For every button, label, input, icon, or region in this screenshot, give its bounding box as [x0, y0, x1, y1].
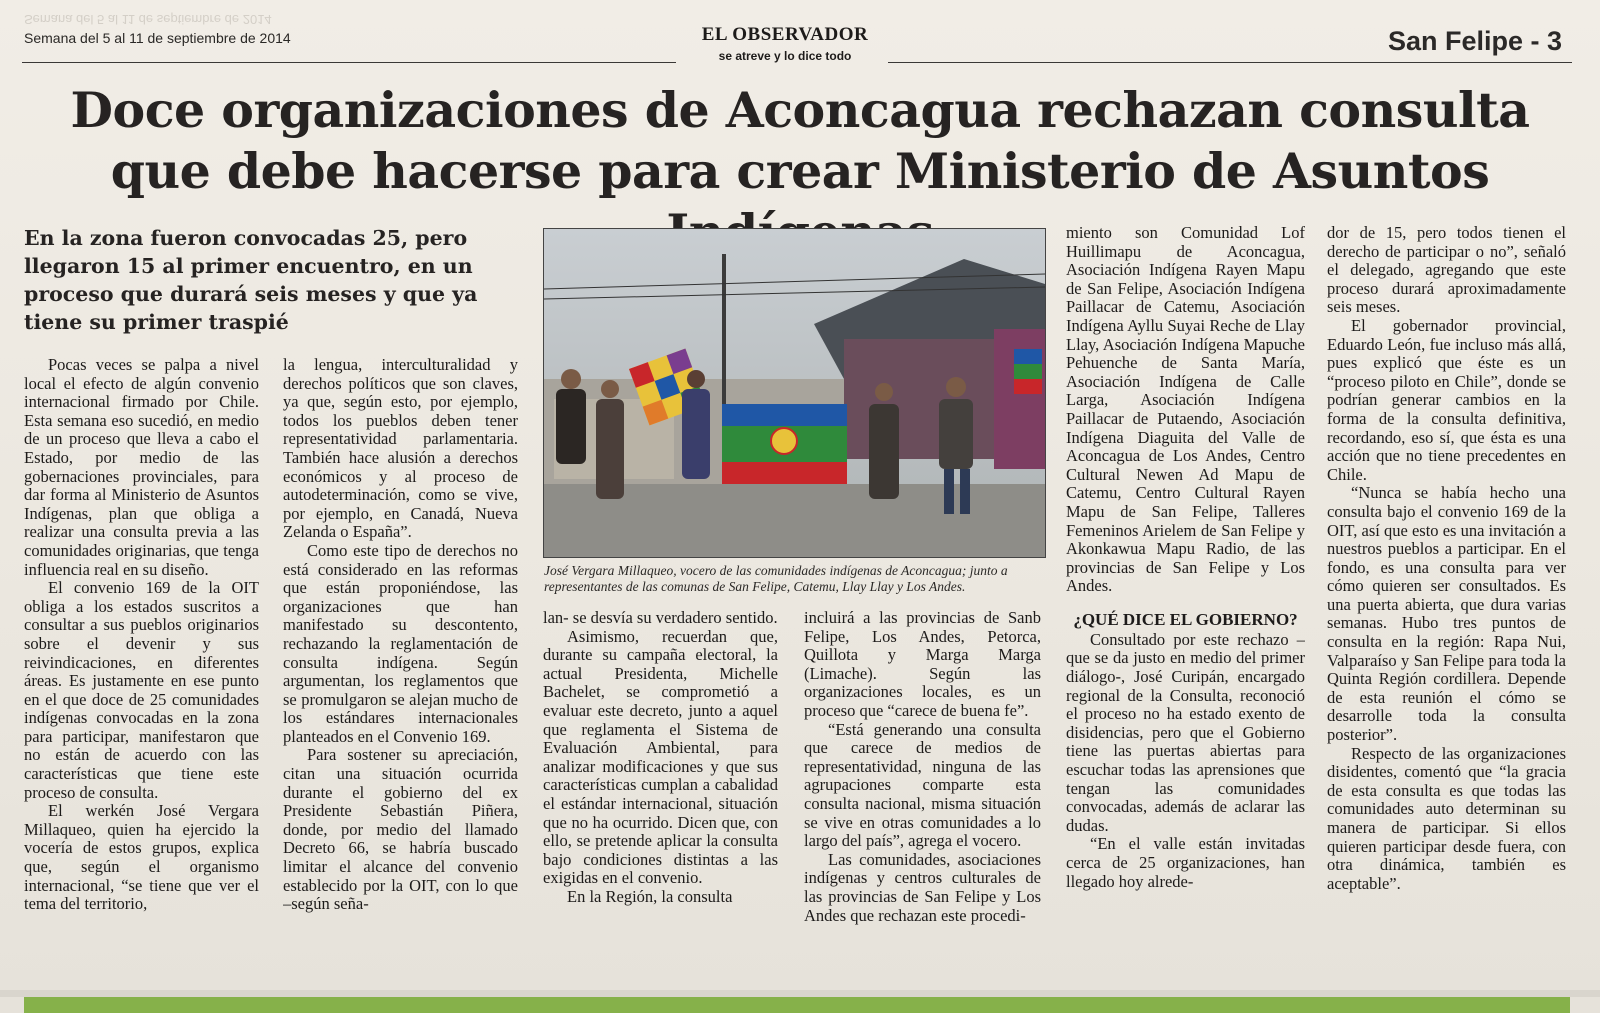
- paragraph: la lengua, interculturalidad y derechos políticos que son claves, ya que, según esto, por ejemplo, todos los pueblos deben tener representatividad parlamentaria. También hace alusión a derechos económicos y al proceso de autodeterminación, como se vive, por ejemplo, en Canadá, Nueva Zelanda o España”.: [283, 356, 518, 542]
- column-6: [1327, 224, 1566, 989]
- paragraph: Para sostener su apreciación, citan una situación ocurrida durante el gobierno del ex Presidente Sebastián Piñera, donde, por medio del llamado Decreto 66, se habría buscado limitar el alcance del convenio establecido por la OIT, con lo que –según seña-: [283, 745, 518, 914]
- paragraph: Asimismo, recuerdan que, durante su campaña electoral, la actual Presidenta, Michelle Bachelet, se comprometió a evaluar este decreto, junto a aquel que reglamenta el Sistema de Evaluación Ambiental, para analizar modificaciones y que sus características cumplan a cabalidad el estándar internacional, situación que no ha ocurrido. Dicen que, con ello, se pretende aplicar la consulta bajo condiciones distintas a las exigidas en el convenio.: [543, 626, 778, 888]
- photo-illustration: [544, 229, 1045, 557]
- flag: [722, 404, 847, 484]
- paragraph: Las comunidades, asociaciones indígenas y centros culturales de las provincias de San Felipe y Los Andes que rechazan este procedi-: [804, 849, 1041, 925]
- paragraph: El werkén José Vergara Millaqueo, quien ha ejercido la vocería de estos grupos, explica que, según el organismo internacional, “se tiene que ver el tema del territorio,: [24, 801, 259, 914]
- newspaper-name: EL OBSERVADOR: [701, 24, 869, 45]
- paragraph: “Nunca se había hecho una consulta bajo el convenio 169 de la OIT, así que esto es una invitación a nuestros pueblos a participar. En el fondo, es una consulta para ver cómo quieren ser consultados. Es una puerta abierta, que dura varias semanas. Hubo tres puntos de consulta en la región: Rapa Nui, Valparaíso y San Felipe para toda la Quinta Región cordillera. Depende de esta reunión el cómo se desarrolle toda la consulta posterior”.: [1327, 483, 1566, 745]
- column-5: [1066, 224, 1305, 989]
- masthead-rule-right: [888, 62, 1572, 63]
- column-4: [804, 609, 1041, 987]
- paragraph: lan- se desvía su verdadero sentido.: [543, 609, 778, 627]
- paragraph: incluirá a las provincias de Sanb Felipe, Los Andes, Petorca, Quillota y Marga Marga (Limache). Según las organizaciones locales, es un proceso que “carece de buena fe”.: [804, 609, 1041, 720]
- section-subhead: ¿QUÉ DICE EL GOBIERNO?: [1073, 609, 1298, 629]
- green-ad-band: [24, 997, 1570, 1013]
- paragraph: Como este tipo de derechos no está considerado en las reformas que están proponiéndose, las organizaciones que han manifestado su descontento, rechazando la reglamentación de consulta indígena. Según argumentan, los reglamentos que se promulgaron se alejan mucho de los estándares internacionales planteados en el Convenio 169.: [283, 540, 518, 746]
- paragraph: El gobernador provincial, Eduardo León, fue incluso más allá, pues explicó que éste es un “proceso piloto en Chile”, donde se podrían generar cambios en la forma de la consulta definitiva, recordando, eso sí, que ésta es una acción que no tiene precedentes en Chile.: [1327, 315, 1566, 484]
- masthead-rule-left: [22, 62, 676, 63]
- article-photo: [543, 228, 1046, 558]
- paragraph: Consultado por este rechazo –que se da justo en medio del primer diálogo-, José Curipán, encargado regional de la Consulta, reconoció el proceso no ha estado exento de disidencias, pero que el Gobierno tiene las puertas abiertas para escuchar todas las aprensiones que tengan las comunidades convocadas, además de aclarar las dudas.: [1066, 629, 1305, 835]
- column-2: [283, 356, 518, 986]
- article-deck: En la zona fueron convocadas 25, pero llegaron 15 al primer encuentro, en un proceso que durará seis meses y que ya tiene su primer traspié: [24, 226, 478, 334]
- column-3: [543, 609, 778, 987]
- masthead: [680, 24, 890, 63]
- photo-caption: José Vergara Millaqueo, vocero de las comunidades indígenas de Aconcagua; junto a representantes de las comunas de San Felipe, Catemu, Llay Llay y Los Andes.: [544, 563, 1008, 594]
- article-headline: Doce organizaciones de Aconcagua rechazan consulta que debe hacerse para crear Ministerio de Asuntos: [70, 81, 1530, 200]
- column-1: [24, 356, 259, 986]
- page-bottom-edge: [0, 990, 1600, 997]
- issue-date: Semana del 5 al 11 de septiembre de 2014: [24, 30, 291, 46]
- paragraph: En la Región, la consulta: [567, 886, 733, 906]
- paragraph: “En el valle están invitadas cerca de 25 organizaciones, han llegado hoy alrede-: [1066, 834, 1305, 891]
- paragraph: miento son Comunidad Lof Huillimapu de Aconcagua, Asociación Indígena Rayen Mapu de San Felipe, Asociación Indígena Paillacar de Catemu, Asociación Indígena Ayllu Suyai Reche de Llay Llay, Asociación Indígena Mapuche Pehuenche de Santa María, Asociación Indígena de Calle Larga, Asociación Indígena Paillacar de Putaendo, Asociación Indígena Diaguita del Valle de Aconcagua de Los Andes, Centro Cultural Newen Ad Mapu de Catemu, Centro Cultural Rayen Mapu de San Felipe, Talleres Femeninos Arielem de San Felipe y Akonkawua Mapu Radio, de las provincias de San Felipe y Los Andes.: [1066, 224, 1305, 596]
- bleed-through: Semana del 5 al 11 de septiembre de 2014: [24, 12, 272, 27]
- newspaper-tagline: se atreve y lo dice todo: [718, 49, 852, 63]
- paragraph: “Está generando una consulta que carece de medios de representatividad, ninguna de las agrupaciones comparte esta consulta nacional, misma situación se vive en otras comunidades a lo largo del país”, agrega el vocero.: [804, 719, 1041, 851]
- paragraph: Pocas veces se palpa a nivel local el efecto de algún convenio internacional firmado por Chile. Esta semana eso sucedió, en medio de un proceso que lleva a cabo el Estado, por medio de las gobernaciones provinciales, para dar forma al Ministerio de Asuntos Indígenas, plan que obliga a realizar una consulta previa a las comunidades originarias, que tenga influencia real en su diseño.: [24, 356, 259, 579]
- paragraph: Respecto de las organizaciones disidentes, comentó que “la gracia de esta consulta es que todas las comunidades auto determinan su manera de participar. Si ellos quieren participar desde fuera, con otra dinámica, también es aceptable”.: [1327, 743, 1566, 893]
- paragraph: El convenio 169 de la OIT obliga a los estados suscritos a consultar a sus pueblos originarios sobre el devenir y sus reivindicaciones, en diferentes áreas. Es justamente en ese punto en el que doce de 25 comunidades indígenas convocadas en la zona para participar, manifestaron que no están de acuerdo con las características que tiene este proceso de consulta.: [24, 578, 259, 802]
- paragraph: dor de 15, pero todos tienen el derecho de participar o no”, señaló el delegado, agregando que este proceso durará aproximadamente seis meses.: [1327, 224, 1566, 317]
- section-page-label: San Felipe - 3: [1387, 26, 1562, 56]
